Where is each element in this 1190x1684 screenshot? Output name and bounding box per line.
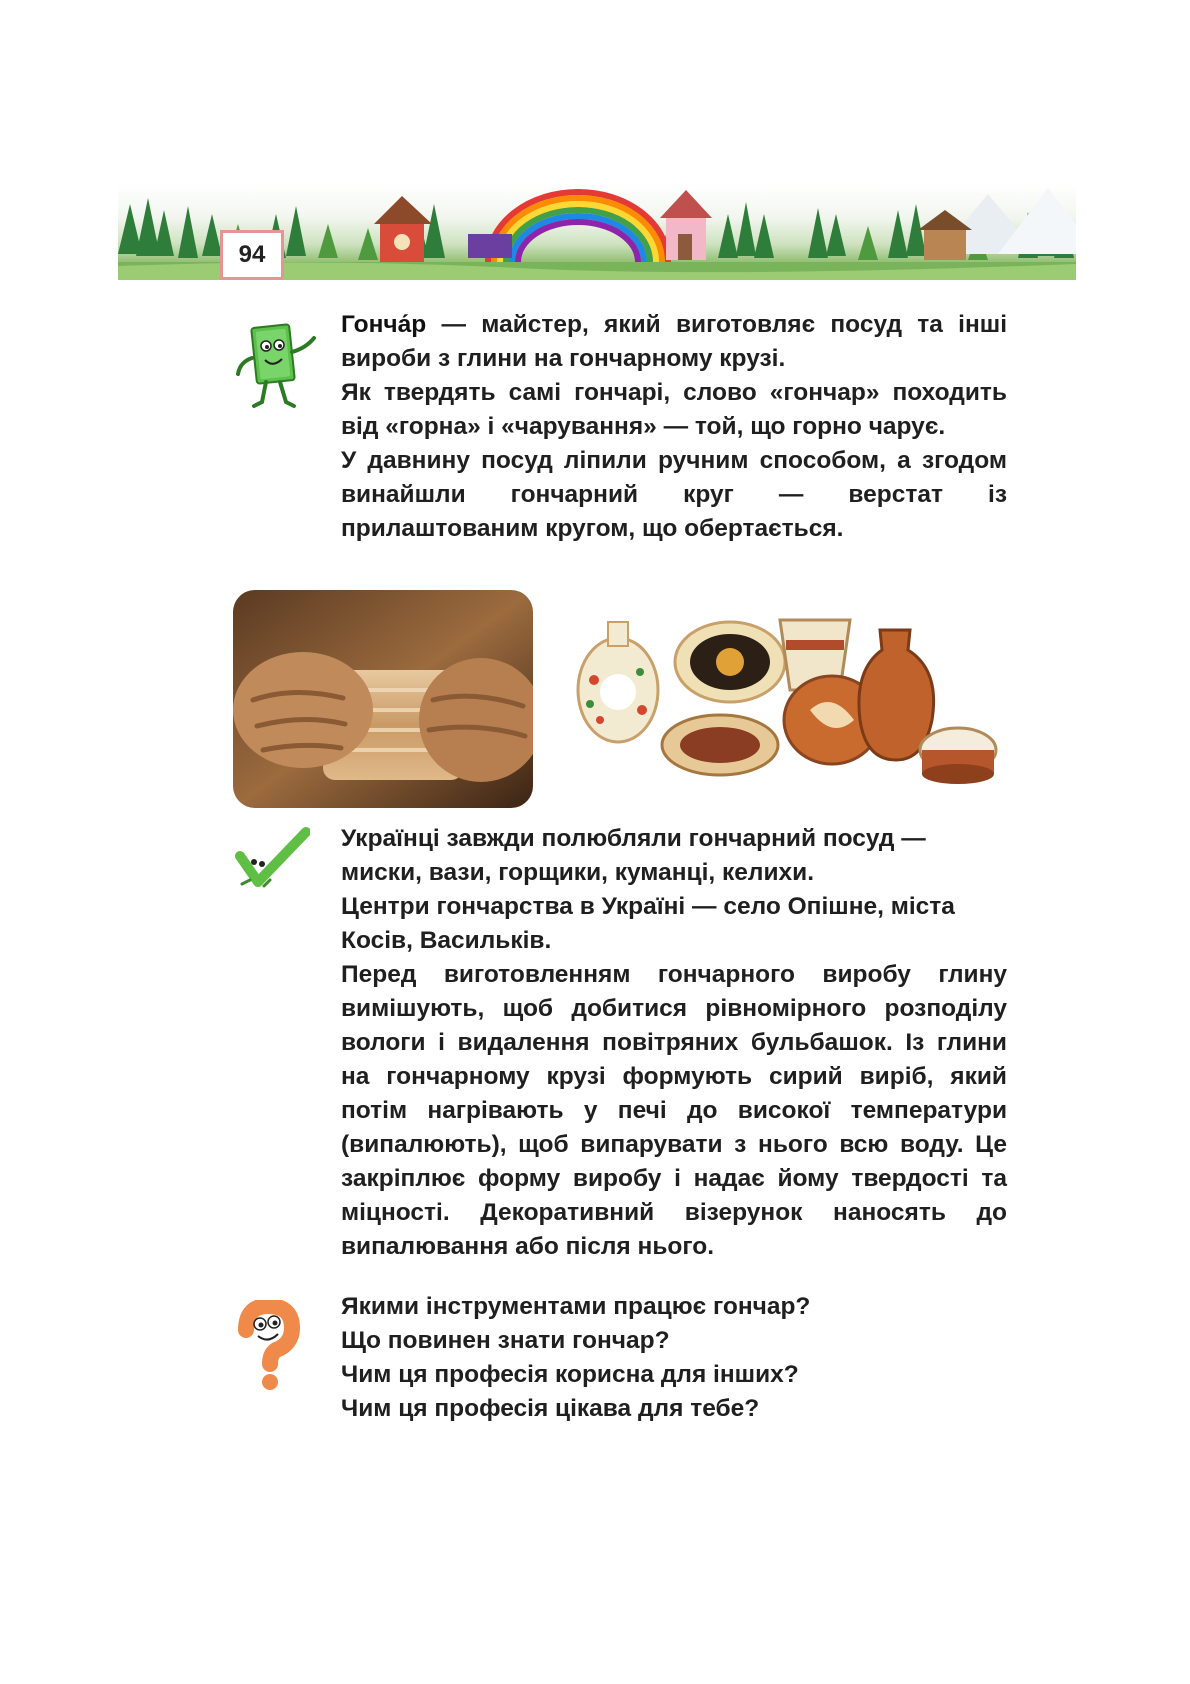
- checkmark-mascot-icon: [234, 826, 310, 890]
- facts-text: [341, 822, 1007, 1264]
- facts-paragraph: Перед виготовленням гончарного виробу глину вимішують, щоб добитися рівномірного розподілу вологи і видалення повітряних бульбашок. Із глини на гончарному крузі формують сирий виріб, який потім нагрівають у печі до високої температури (випалюють), щоб випарувати з нього всю воду. Це закріплює форму виробу і надає йому твердості та міцності. Декоративний візерунок наносять до випалювання або після нього.: [341, 961, 1007, 1260]
- question-item: Чим ця професія корисна для інших?: [341, 1361, 799, 1388]
- questions-list: [341, 1290, 1007, 1426]
- term-goncharr: Гонча́р: [341, 311, 427, 338]
- pottery-wheel-photo: [233, 590, 533, 808]
- question-mascot-icon: [232, 1300, 302, 1390]
- intro-paragraph: У давнину посуд ліпили ручним способом, а згодом винайшли гончарний круг — верстат із прилаштованим кругом, що обертається.: [341, 447, 1007, 542]
- book-mascot-icon: [232, 318, 324, 418]
- page-number: 94: [220, 230, 284, 280]
- question-item: Що повинен знати гончар?: [341, 1327, 670, 1354]
- facts-paragraph: Центри гончарства в Україні — село Опішне, міста Косів, Васильків.: [341, 893, 955, 954]
- definition-text: — майстер, який виготовляє посуд та інші вироби з глини на гончарному крузі.: [341, 311, 1007, 372]
- intro-paragraph: Як твердять самі гончарі, слово «гончар» походить від «горна» і «чарування» — той, що горно чарує.: [341, 379, 1007, 440]
- intro-text: [341, 308, 1007, 546]
- definition-paragraph: [341, 308, 1007, 376]
- question-item: Якими інструментами працює гончар?: [341, 1293, 811, 1320]
- question-item: Чим ця професія цікава для тебе?: [341, 1395, 760, 1422]
- ceramics-photo: [560, 610, 1000, 795]
- facts-paragraph: Українці завжди полюбляли гончарний посуд — миски, вази, горщики, куманці, келихи.: [341, 825, 926, 886]
